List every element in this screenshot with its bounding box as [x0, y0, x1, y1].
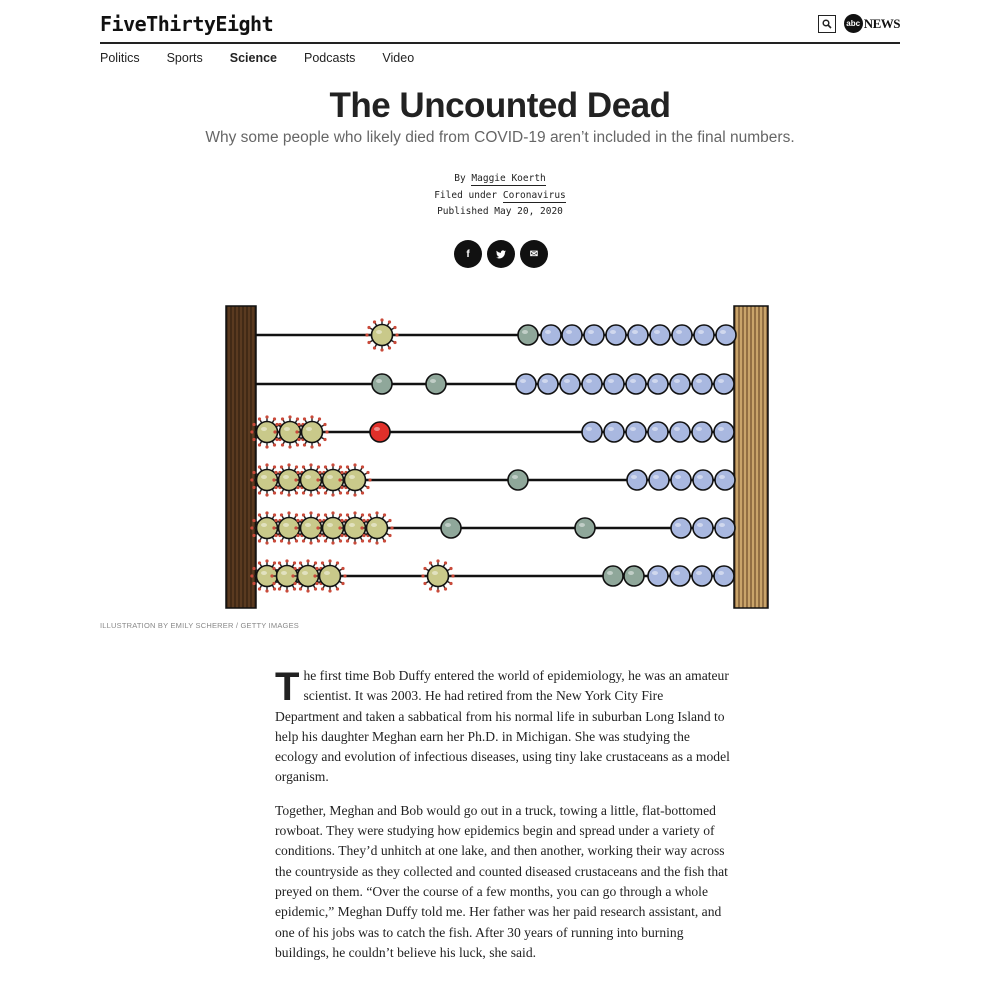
facebook-share-button[interactable] [454, 240, 482, 268]
abacus-bead [604, 422, 624, 442]
abacus-bead [582, 422, 602, 442]
abacus-bead [582, 374, 602, 394]
article-title: The Uncounted Dead [329, 86, 671, 125]
abacus-bead [648, 374, 668, 394]
abacus-bead [426, 374, 446, 394]
abacus-bead [603, 566, 623, 586]
abacus-bead [692, 566, 712, 586]
paragraph-2: Together, Meghan and Bob would go out in a truck, towing a little, flat-bottomed rowboat. They were studying how epidemics begin and spread under a variety of conditions. They’d unhitch at one lake, and then another, working their way across the countryside as they collected and counted diseased crustaceans and the fish that preyed on them. “Over the course of a few months, you can go through a whole epidemic,” Meghan Duffy told me. Her father was her paid research assistant, and one of his jobs was to catch the fish. After 30 years of running into burning buildings, he couldn’t believe his luck, she said. [275, 802, 728, 960]
abacus-bead [714, 566, 734, 586]
abacus-bead [628, 325, 648, 345]
byline [0, 171, 1000, 188]
abacus-bead [714, 422, 734, 442]
nav-item-podcasts[interactable]: Podcasts [304, 51, 356, 65]
abacus-bead [372, 374, 392, 394]
abacus-bead [670, 374, 690, 394]
byline-prefix: By [454, 173, 466, 184]
abacus-bead [714, 374, 734, 394]
abacus-left-frame [226, 306, 256, 608]
search-button[interactable] [818, 15, 836, 33]
section-nav [100, 51, 441, 65]
filed-prefix: Filed under [434, 189, 498, 201]
abacus-bead [604, 374, 624, 394]
abacus-bead [562, 325, 582, 345]
abacus-right-frame [734, 306, 768, 608]
virus-bead [365, 318, 398, 351]
twitter-icon [496, 250, 506, 259]
author-link[interactable]: Maggie Koerth [471, 173, 546, 184]
abacus-bead [560, 374, 580, 394]
abacus-bead [627, 470, 647, 490]
nav-item-sports[interactable]: Sports [166, 51, 203, 65]
article-body [275, 666, 730, 976]
email-icon: ✉ [529, 248, 539, 260]
abacus-bead [541, 325, 561, 345]
abacus-bead [508, 470, 528, 490]
article-meta [0, 171, 1000, 221]
abacus-bead [606, 325, 626, 345]
red-bead [370, 422, 390, 442]
abacus-bead [649, 470, 669, 490]
filed-under [0, 188, 1000, 205]
abacus-bead [624, 566, 644, 586]
abc-news-logo[interactable] [844, 14, 900, 33]
abacus-bead [671, 518, 691, 538]
abacus-bead [441, 518, 461, 538]
nav-item-science[interactable]: Science [229, 51, 277, 65]
abacus-bead [648, 422, 668, 442]
abacus-bead [693, 470, 713, 490]
search-icon [822, 19, 832, 29]
abacus-bead [650, 325, 670, 345]
share-buttons [454, 240, 548, 268]
abacus-bead [518, 325, 538, 345]
article-dek: Why some people who likely died from COVID-19 aren’t included in the final numbers. [205, 129, 795, 146]
nav-item-politics[interactable]: Politics [100, 51, 140, 65]
site-logo[interactable]: FiveThirtyEight [100, 12, 274, 36]
virus-bead [421, 559, 454, 592]
published-date: Published May 20, 2020 [437, 206, 563, 217]
abacus-bead [692, 374, 712, 394]
nav-item-video[interactable]: Video [382, 51, 415, 65]
abacus-bead [538, 374, 558, 394]
abacus-bead [693, 518, 713, 538]
abacus-bead [648, 566, 668, 586]
image-credit: ILLUSTRATION BY EMILY SCHERER / GETTY IMAGES [100, 621, 299, 630]
abacus-bead [715, 470, 735, 490]
header-tools [818, 14, 900, 33]
abacus-bead [694, 325, 714, 345]
abacus-bead [584, 325, 604, 345]
abacus-illustration [222, 302, 772, 612]
paragraph-1-text: he first time Bob Duffy entered the world of epidemiology, he was an amateur scientist. It was 2003. He had retired from the New York City Fire Department and taken a sabbatical from his normal life in suburban Long Island to help his daughter Meghan earn her Ph.D. in Michigan. She was studying the ecology and evolution of infectious diseases, using tiny lake crustaceans as a model organism. [275, 668, 730, 785]
virus-bead [360, 511, 393, 544]
facebook-icon: f [466, 248, 470, 260]
virus-bead [338, 463, 371, 496]
abacus-bead [626, 422, 646, 442]
virus-bead [295, 415, 328, 448]
abacus-bead [716, 325, 736, 345]
virus-bead [313, 559, 346, 592]
twitter-share-button[interactable] [487, 240, 515, 268]
topic-link[interactable]: Coronavirus [502, 189, 566, 201]
drop-cap: T [275, 665, 300, 709]
abc-logo-circle: abc [844, 14, 863, 33]
abacus-bead [575, 518, 595, 538]
abacus-bead [715, 518, 735, 538]
abacus-bead [670, 566, 690, 586]
paragraph-1 [275, 666, 730, 788]
abacus-bead [671, 470, 691, 490]
email-share-button[interactable] [520, 240, 548, 268]
abacus-bead [670, 422, 690, 442]
abc-logo-news: NEWS [863, 15, 900, 31]
abacus-bead [516, 374, 536, 394]
header-rule [100, 42, 900, 44]
abacus-bead [692, 422, 712, 442]
abacus-bead [626, 374, 646, 394]
abacus-bead [672, 325, 692, 345]
